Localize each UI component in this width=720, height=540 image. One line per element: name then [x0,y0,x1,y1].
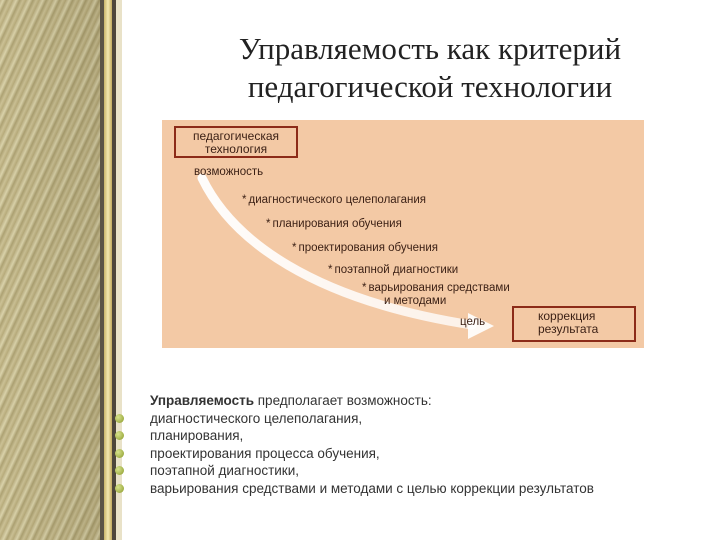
step-label-continued: и методами [384,295,447,307]
slide-title-line-1: Управляемость как критерий [238,31,622,66]
step-label: * поэтапной диагностики [328,264,459,276]
list-item: диагностического целеполагания, [150,410,710,428]
list-item: планирования, [150,427,710,445]
asterisk-icon: * [328,264,333,276]
asterisk-icon: * [266,218,271,230]
list-item: поэтапной диагностики, [150,462,710,480]
bullet-icon [115,484,124,493]
bullet-icon [115,449,124,458]
result-correction-box [512,306,636,342]
result-box-line-2: результата [538,322,599,336]
intro-rest: предполагает возможность: [254,393,432,408]
asterisk-icon: * [242,194,247,206]
step-label: * диагностического целеполагания [242,194,427,206]
description-block [150,392,710,498]
bullet-icon [115,431,124,440]
slide-title-line-2: педагогической технологии [247,69,613,104]
list-item: проектирования процесса обучения, [150,445,710,463]
result-box-line-1: коррекция [538,309,596,323]
bullet-icon [115,414,124,423]
intro-text [150,392,710,410]
start-label: возможность [194,166,264,178]
bullet-icon [115,466,124,475]
process-diagram [162,120,644,348]
decorative-stripe-gold [104,0,112,540]
intro-bold-term: Управляемость [150,393,254,408]
step-label: * варьирования средствами [362,282,510,294]
decorative-stripe-light [116,0,122,540]
step-label: * проектирования обучения [292,242,438,254]
goal-label: цель [460,316,486,328]
step-label: * планирования обучения [266,218,402,230]
asterisk-icon: * [292,242,297,254]
criteria-list [150,410,710,498]
list-item: варьирования средствами и методами с целью коррекции результатов [150,480,710,498]
pedagogical-technology-label: педагогическая технология [192,129,280,156]
slide-title [150,30,710,106]
decorative-left-band [0,0,100,540]
pedagogical-technology-box [174,126,298,158]
asterisk-icon: * [362,282,367,294]
